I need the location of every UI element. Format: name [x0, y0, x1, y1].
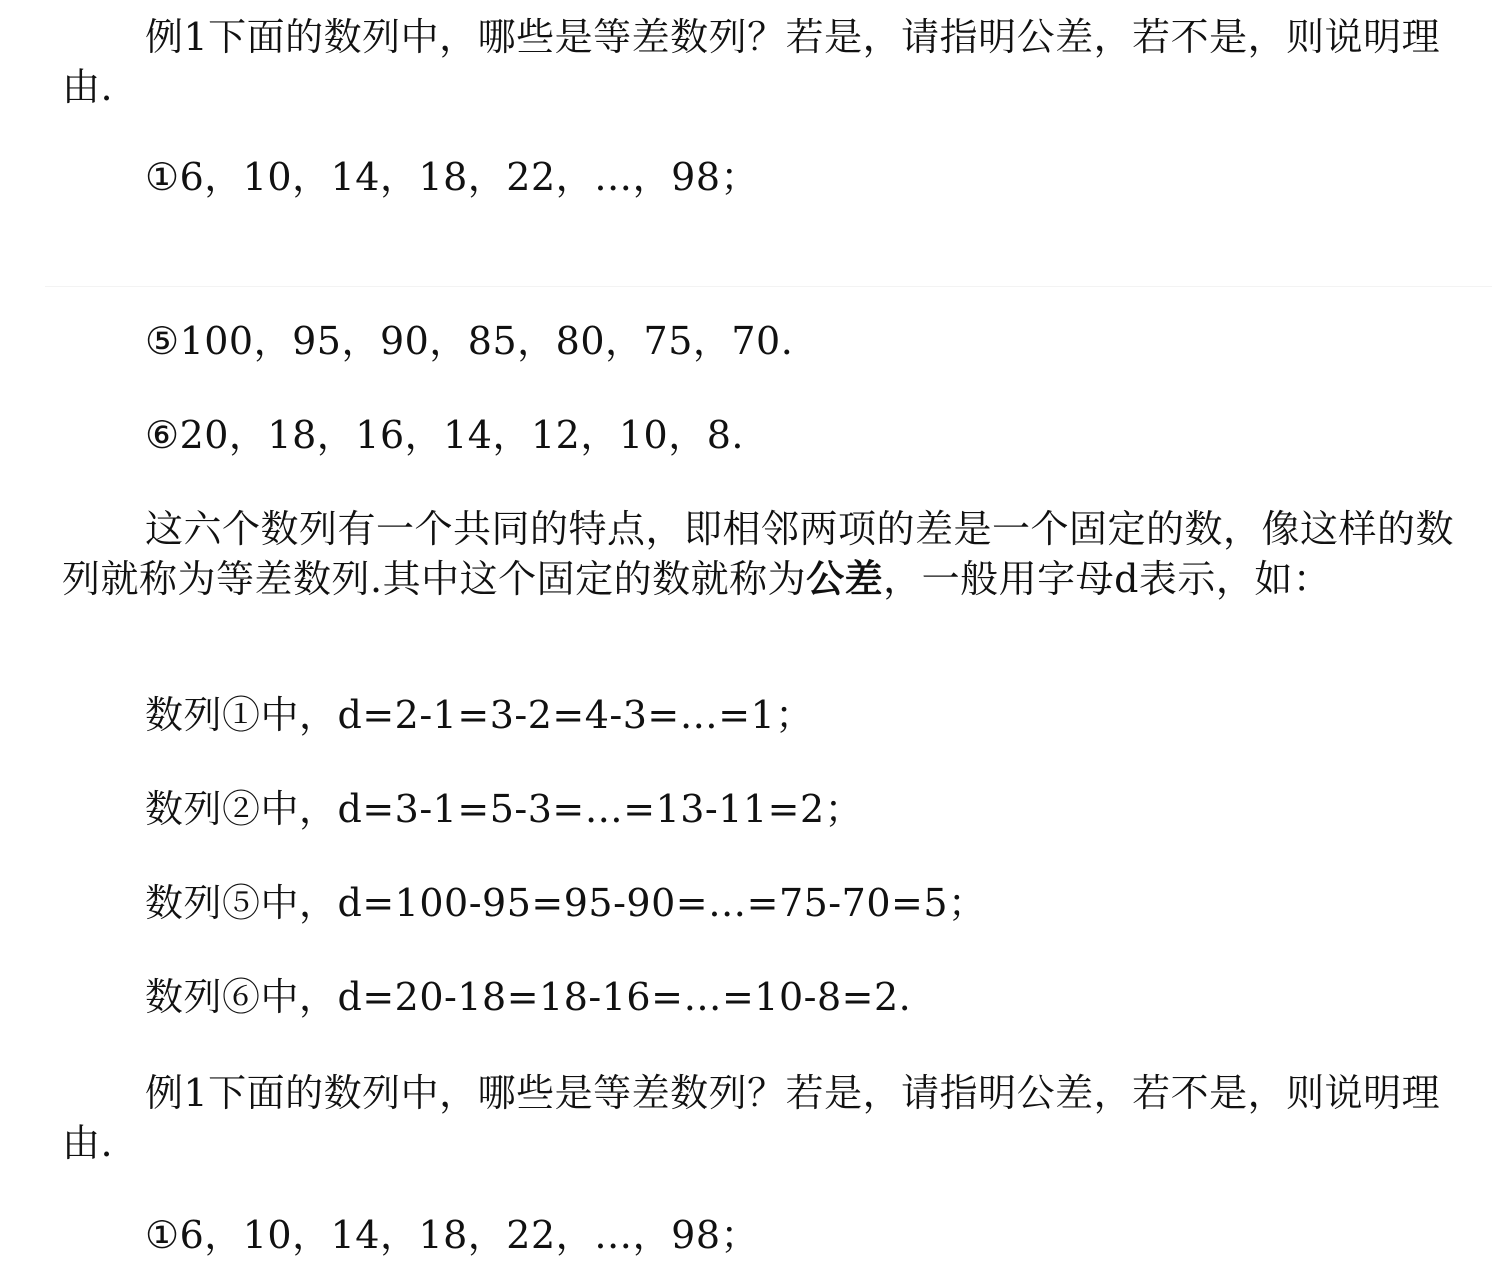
sequence-1-repeat: ①6，10，14，18，22，…，98；: [145, 1213, 760, 1257]
section-divider: [45, 286, 1492, 287]
sequence-6: ⑥20，18，16，14，12，10，8.: [145, 413, 744, 457]
definition-text-after: ，一般用字母d表示，如：: [883, 557, 1332, 601]
difference-5: 数列⑤中，d=100-95=95-90=…=75-70=5；: [145, 881, 987, 925]
example-1-question-repeat: 例1下面的数列中，哪些是等差数列？若是，请指明公差，若不是，则说明理由.: [62, 1071, 1441, 1165]
sequence-5: ⑤100，95，90，85，80，75，70.: [145, 319, 794, 363]
difference-2: 数列②中，d=3-1=5-3=…=13-11=2；: [145, 787, 864, 831]
definition-text-before: 这六个数列有一个共同的特点，即相邻两项的差是一个固定的数，像这样的数列就称为等差数列.其中这个固定的数就称为: [62, 507, 1455, 601]
definition-paragraph: [62, 504, 1457, 604]
definition-term: 公差: [806, 556, 884, 601]
difference-6: 数列⑥中，d=20-18=18-16=…=10-8=2.: [145, 975, 912, 1019]
example-1-question: 例1下面的数列中，哪些是等差数列？若是，请指明公差，若不是，则说明理由.: [62, 15, 1441, 109]
sequence-1: ①6，10，14，18，22，…，98；: [145, 155, 760, 199]
difference-1: 数列①中，d=2-1=3-2=4-3=…=1；: [145, 693, 814, 737]
